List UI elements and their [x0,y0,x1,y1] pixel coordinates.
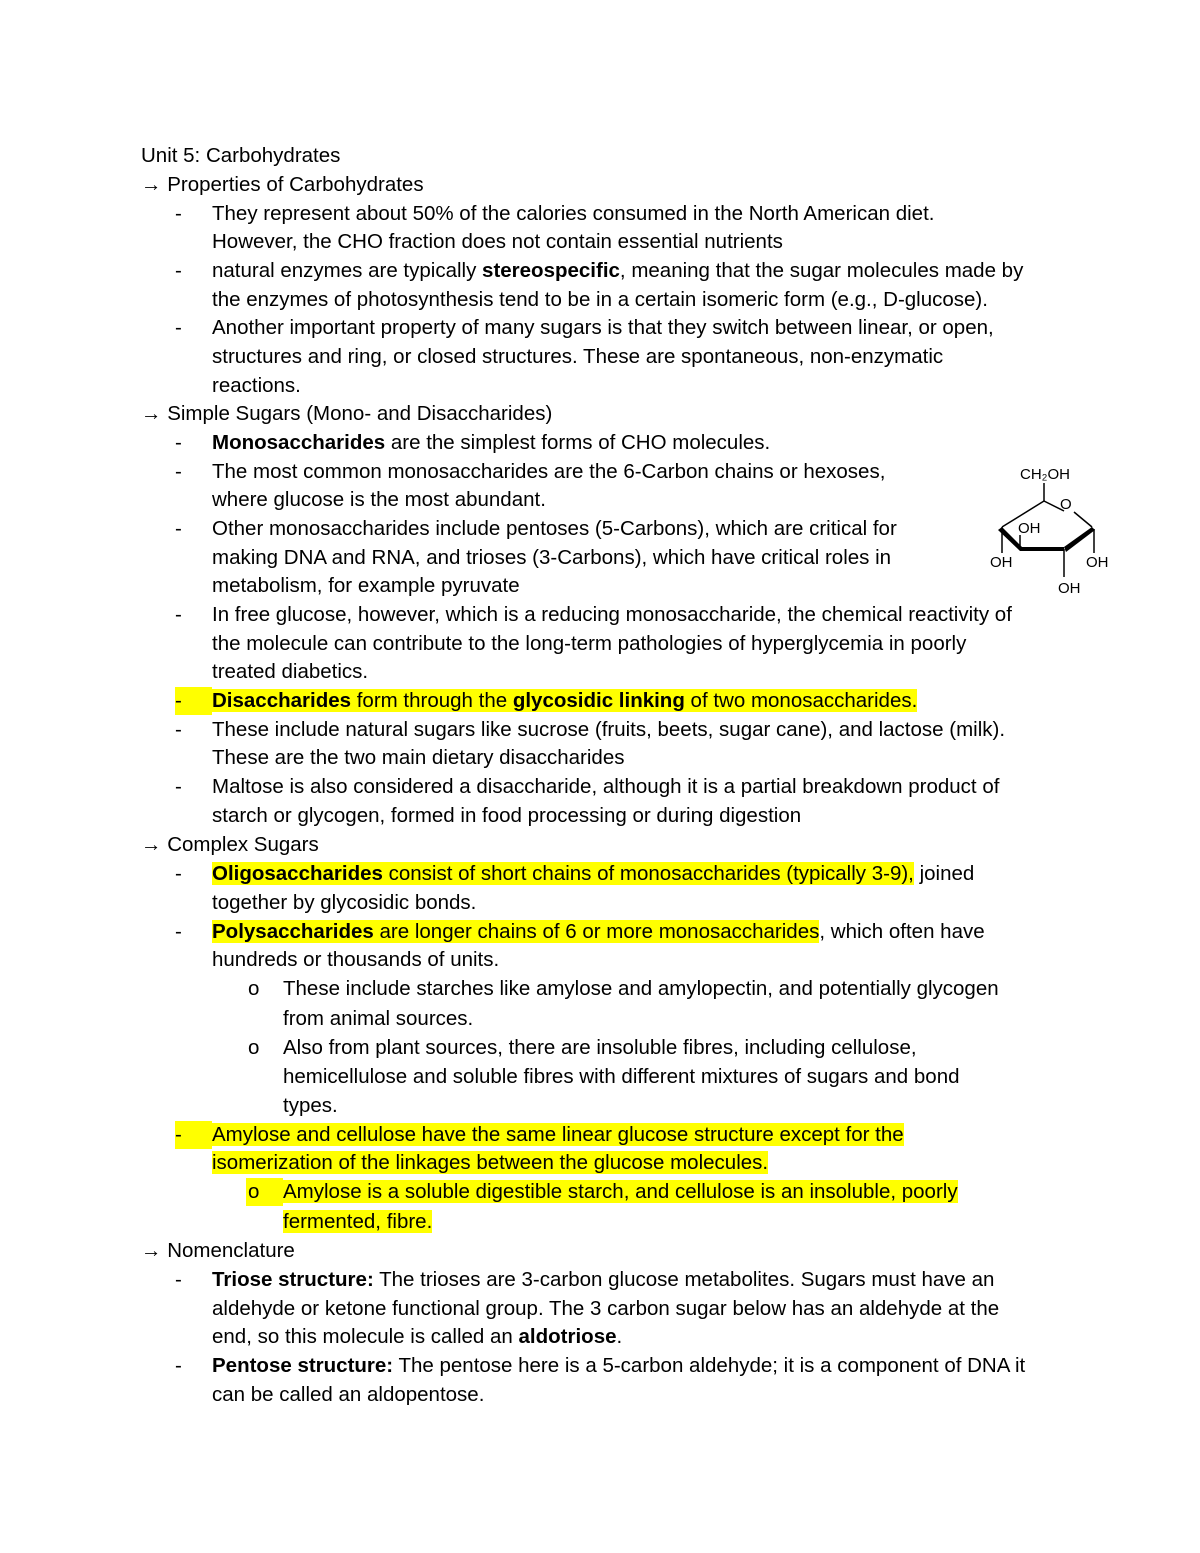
highlighted-line: isomerization of the linkages between the glucose molecules. [212,1151,769,1174]
text-line: aldehyde or ketone functional group. The 3 carbon sugar below has an aldehyde at the [212,1297,1000,1320]
glucose-structure-diagram [984,455,1124,605]
text-line: from animal sources. [283,1007,474,1030]
bold-term: Monosaccharides [212,431,386,454]
arrow-icon: → [141,833,162,856]
text-line: Triose structure: The trioses are 3-carbon glucose metabolites. Sugars must have an [212,1268,995,1291]
text-line: hemicellulose and soluble fibres with different mixtures of sugars and bond [283,1065,960,1088]
highlighted-line: Amylose and cellulose have the same linear glucose structure except for the [212,1123,904,1146]
dash-marker: - [175,1121,212,1149]
circle-marker: o [248,977,260,1000]
text-line: These are the two main dietary disaccharides [212,746,625,769]
dash-marker: - [175,718,182,741]
dash-marker: - [175,687,212,715]
text-line: types. [283,1094,338,1117]
ring-oxygen-label: O [1060,496,1072,513]
dash-marker: - [175,517,182,540]
oh-label: OH [1086,554,1109,571]
dash-marker: - [175,1354,182,1377]
dash-marker: - [175,775,182,798]
text-line: the enzymes of photosynthesis tend to be in a certain isomeric form (e.g., D-glucose). [212,288,988,311]
dash-marker: - [175,1268,182,1291]
text-line: In free glucose, however, which is a reducing monosaccharide, the chemical reactivity of [212,603,1012,626]
bold-term: glycosidic linking [512,689,685,712]
text-line: These include natural sugars like sucrose (fruits, beets, sugar cane), and lactose (milk). [212,718,1006,741]
text-line: However, the CHO fraction does not contain essential nutrients [212,230,783,253]
highlighted-line: Oligosaccharides consist of short chains of monosaccharides (typically 3-9), joined [212,862,975,885]
text-line: reactions. [212,374,301,397]
text-line: Monosaccharides are the simplest forms of CHO molecules. [212,431,771,454]
text-line: end, so this molecule is called an aldotriose. [212,1325,623,1348]
section-heading-complex: → Complex Sugars [141,833,319,856]
section-heading-nomenclature: → Nomenclature [141,1239,295,1262]
highlighted-line: Disaccharides form through the glycosidic linking of two monosaccharides. [212,689,918,712]
oh-label: OH [1058,580,1081,597]
bold-term: Polysaccharides [212,920,374,943]
dash-marker: - [175,431,182,454]
dash-marker: - [175,920,182,943]
circle-marker: o [246,1178,283,1206]
text-line: the molecule can contribute to the long-term pathologies of hyperglycemia in poorly [212,632,967,655]
bold-term: Triose structure: [212,1268,374,1291]
text-line: structures and ring, or closed structures. These are spontaneous, non-enzymatic [212,345,944,368]
text-line: metabolism, for example pyruvate [212,574,520,597]
text-line: Also from plant sources, there are insoluble fibres, including cellulose, [283,1036,917,1059]
section-heading-simple: → Simple Sugars (Mono- and Disaccharides) [141,402,553,425]
ch2oh-label: CH₂OH [1020,466,1070,483]
bold-term: Oligosaccharides [212,862,383,885]
arrow-icon: → [141,402,162,425]
text-line: They represent about 50% of the calories consumed in the North American diet. [212,202,935,225]
text-line: Other monosaccharides include pentoses (5-Carbons), which are critical for [212,517,897,540]
text-line: natural enzymes are typically stereospecific, meaning that the sugar molecules made by [212,259,1024,282]
text-line: Another important property of many sugars is that they switch between linear, or open, [212,316,994,339]
oh-label: OH [1018,520,1041,537]
text-line: together by glycosidic bonds. [212,891,477,914]
text-line: Pentose structure: The pentose here is a 5-carbon aldehyde; it is a component of DNA it [212,1354,1026,1377]
text-line: can be called an aldopentose. [212,1383,485,1406]
text-line: making DNA and RNA, and trioses (3-Carbons), which have critical roles in [212,546,892,569]
highlighted-line: Amylose is a soluble digestible starch, and cellulose is an insoluble, poorly [283,1180,958,1203]
bond-line [1074,512,1092,527]
circle-marker: o [248,1036,260,1059]
dash-marker: - [175,202,182,225]
wedge-bond [1064,527,1095,552]
bold-term: stereospecific [482,259,620,282]
dash-marker: - [175,460,182,483]
text-line: treated diabetics. [212,660,369,683]
bold-term: aldotriose [518,1325,617,1348]
dash-marker: - [175,316,182,339]
bold-term: Pentose structure: [212,1354,394,1377]
dash-marker: - [175,259,182,282]
section-heading-properties: → Properties of Carbohydrates [141,173,424,196]
highlighted-line: Polysaccharides are longer chains of 6 or more monosaccharides, which often have [212,920,985,943]
text-line: Maltose is also considered a disaccharide, although it is a partial breakdown product of [212,775,1000,798]
dash-marker: - [175,862,182,885]
text-line: The most common monosaccharides are the 6-Carbon chains or hexoses, [212,460,886,483]
text-line: These include starches like amylose and amylopectin, and potentially glycogen [283,977,999,1000]
text-line: starch or glycogen, formed in food processing or during digestion [212,804,802,827]
text-line: hundreds or thousands of units. [212,948,500,971]
bold-term: Disaccharides [212,689,352,712]
text-line: where glucose is the most abundant. [212,488,546,511]
dash-marker: - [175,603,182,626]
highlighted-line: fermented, fibre. [283,1210,433,1233]
oh-label: OH [990,554,1013,571]
arrow-icon: → [141,1239,162,1262]
page-title: Unit 5: Carbohydrates [141,144,341,167]
arrow-icon: → [141,173,162,196]
